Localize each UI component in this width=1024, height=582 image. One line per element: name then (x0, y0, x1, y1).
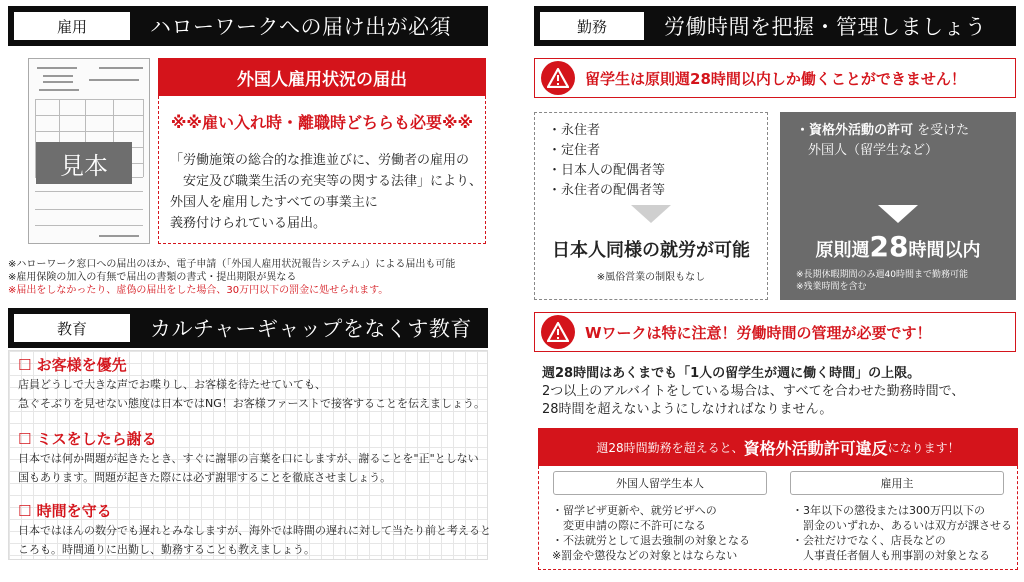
penalty-note: ※届出をしなかったり、虚偽の届出をした場合、30万円以下の罰金に処せられます。 (8, 285, 389, 296)
employer-label: 雇用主 (790, 471, 1004, 495)
edu-heading: ☐ お客様を優先 (18, 356, 127, 374)
right-notes: ※長期休暇期間のみ週40時間まで勤務可能 ※残業時間を含む (796, 270, 968, 292)
work-header (534, 6, 1016, 46)
education-header (8, 308, 488, 348)
law-description: 「労働施策の総合的な推進並びに、労働者の雇用の 安定及び職業生活の充実等の関する法律」により、 外国人を雇用したすべての事業主に 義務付けられている届出。 (170, 153, 483, 231)
explanation: 週28時間はあくまでも「1人の留学生が週に働く時間」の上限。 2つ以上のアルバイトをしている場合は、すべてを合わせた勤務時間で、 28時間を超えないようにしなければなりません。 (542, 366, 965, 417)
section-tag: 雇用 (14, 12, 130, 40)
student-permit-line: ・資格外活動の許可 を受けた (796, 123, 970, 138)
edu-item-punctuality: ☐ 時間を守る 日本ではほんの数分でも遅れとみなしますが、海外では時間の遅れに対して当たり前と考えると ころも。時間通りに出勤し、勤務することも教えましょう。 (18, 502, 491, 556)
right-result: 原則週28時間以内 (815, 230, 981, 263)
sample-stamp: 見本 (36, 142, 132, 184)
note-line: ※ハローワーク窓口への届出のほか、電子申請（「外国人雇用状況報告システム」）による届出も可能 (8, 259, 456, 270)
notes (8, 258, 508, 297)
warning-icon (541, 61, 575, 95)
violation-band: 週28時間勤務を超えると、 資格外活動許可違反 になります！ (538, 428, 1018, 466)
notice-title: 外国人雇用状況の届出 (158, 58, 486, 96)
note-line: ※雇用保険の加入の有無で届出の書類の書式・提出期限が異なる (8, 272, 297, 283)
warning-text: Wワークは特に注意！労働時間の管理が必要です！ (585, 323, 932, 342)
warning-banner-28h (534, 58, 1016, 98)
section-title: ハローワークへの届け出が必須 (150, 15, 451, 39)
section-title: カルチャーギャップをなくす教育 (150, 317, 472, 341)
section-title: 労働時間を把握・管理しましょう (664, 15, 987, 39)
warning-banner-double-work (534, 312, 1016, 352)
arrow-down-icon (631, 205, 671, 223)
student-penalties: ・留学ビザ更新や、就労ビザへの 変更申請の際に不許可になる ・不法就労として退去強制の対象となる ※罰金や懲役などの対象とはならない (552, 504, 750, 562)
arrow-down-icon (878, 205, 918, 223)
edu-heading: ☐ 時間を守る (18, 502, 112, 520)
resident-list: ・永住者 ・定住者 ・日本人の配偶者等 ・永住者の配偶者等 (548, 123, 666, 198)
student-permit-line2: 外国人（留学生など） (808, 143, 939, 158)
section-tag: 教育 (14, 314, 130, 342)
edu-item-customer-first: ☐ お客様を優先 店員どうしで大きな声でお喋りし、お客様を待たせていても、 急ぐそぶりを見せない態度は日本ではNG！お客様ファーストで接客することを伝えましょう。 (18, 356, 485, 410)
warning-text: 留学生は原則週28時間以内しか働くことができません！ (585, 69, 966, 88)
notice-subtitle: ※※雇い入れ時・離職時どちらも必要※※ (170, 113, 474, 132)
left-note: ※風俗営業の制限もなし (596, 272, 706, 283)
student-label: 外国人留学生本人 (553, 471, 767, 495)
employer-penalties: ・3年以下の懲役または300万円以下の 罰金のいずれか、あるいは双方が課させる ・会社だけでなく、店長などの 人事責任者個人も刑事罰の対象となる (792, 504, 1012, 562)
edu-heading: ☐ ミスをしたら謝る (18, 430, 157, 448)
section-tag: 勤務 (540, 12, 644, 40)
left-result: 日本人同様の就労が可能 (552, 240, 750, 261)
hello-work-header (8, 6, 488, 46)
edu-item-apologize: ☐ ミスをしたら謝る 日本では何か問題が起きたとき、すぐに謝罪の言葉を口にしますが、謝ることを"正"としない 国もあります。問題が起きた際には必ず謝罪することを徹底させましょう。 (18, 430, 479, 484)
warning-icon (541, 315, 575, 349)
